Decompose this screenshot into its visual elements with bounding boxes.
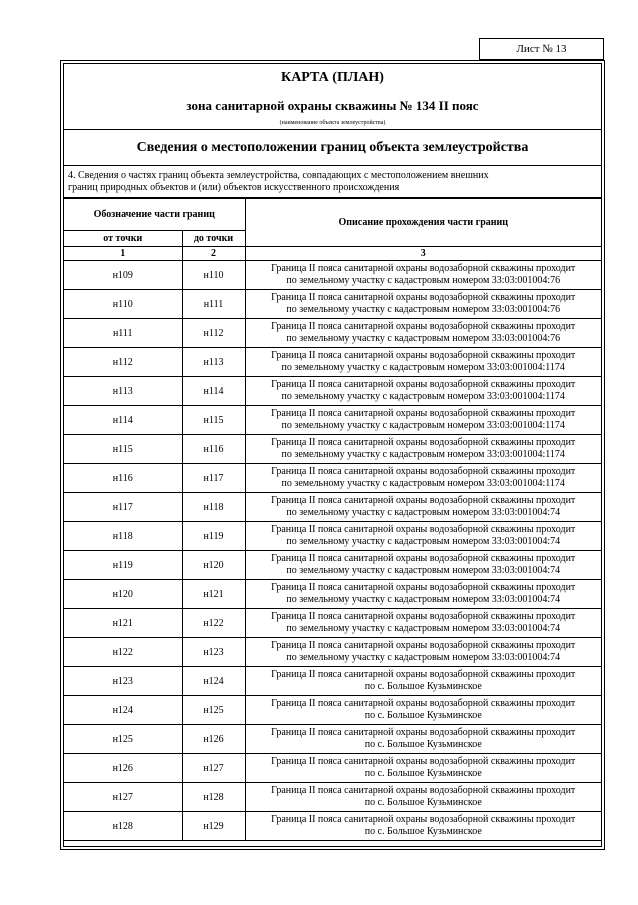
- boundary-table: [64, 198, 601, 841]
- to-point-cell: н118: [182, 493, 245, 522]
- from-point-cell: н126: [64, 754, 182, 783]
- table-row: [64, 667, 601, 696]
- description-line-2: по земельному участку с кадастровым номером 33:03:001004:74: [286, 652, 561, 663]
- description-line-2: по земельному участку с кадастровым номером 33:03:001004:76: [286, 304, 561, 315]
- table-row: [64, 609, 601, 638]
- description-line-2: по земельному участку с кадастровым номером 33:03:001004:76: [286, 275, 561, 286]
- description-cell: [245, 667, 601, 696]
- table-row: [64, 783, 601, 812]
- description-cell: [245, 638, 601, 667]
- description-cell: [245, 696, 601, 725]
- section-title: Сведения о местоположении границ объекта землеустройства: [64, 130, 601, 166]
- description-cell: [245, 493, 601, 522]
- description-cell: [245, 522, 601, 551]
- from-point-cell: н128: [64, 812, 182, 841]
- table-row: [64, 522, 601, 551]
- document-inner-frame: [63, 63, 602, 847]
- to-point-cell: н115: [182, 406, 245, 435]
- table-row: [64, 290, 601, 319]
- table-row: [64, 696, 601, 725]
- to-point-cell: н122: [182, 609, 245, 638]
- description-line-2: по земельному участку с кадастровым номером 33:03:001004:1174: [281, 420, 565, 431]
- description-line-2: по земельному участку с кадастровым номером 33:03:001004:74: [286, 536, 561, 547]
- table-row: [64, 377, 601, 406]
- description-cell: [245, 725, 601, 754]
- to-point-cell: н111: [182, 290, 245, 319]
- from-point-cell: н125: [64, 725, 182, 754]
- description-line-1: Граница II пояса санитарной охраны водозаборной скважины проходит: [271, 524, 576, 535]
- description-line-2: по с. Большое Кузьминское: [364, 739, 482, 750]
- to-point-cell: н110: [182, 261, 245, 290]
- table-row: [64, 725, 601, 754]
- description-line-1: Граница II пояса санитарной охраны водозаборной скважины проходит: [271, 727, 576, 738]
- table-row: [64, 348, 601, 377]
- description-line-1: Граница II пояса санитарной охраны водозаборной скважины проходит: [271, 379, 576, 390]
- table-row: [64, 638, 601, 667]
- description-line-2: по земельному участку с кадастровым номером 33:03:001004:1174: [281, 391, 565, 402]
- description-line-2: по земельному участку с кадастровым номером 33:03:001004:74: [286, 565, 561, 576]
- description-line-1: Граница II пояса санитарной охраны водозаборной скважины проходит: [271, 640, 576, 651]
- document-title: КАРТА (ПЛАН): [281, 70, 384, 85]
- col-number-2: 2: [182, 247, 245, 261]
- to-point-cell: н127: [182, 754, 245, 783]
- to-point-cell: н116: [182, 435, 245, 464]
- description-line-1: Граница II пояса санитарной охраны водозаборной скважины проходит: [271, 756, 576, 767]
- from-point-cell: н117: [64, 493, 182, 522]
- description-cell: [245, 290, 601, 319]
- note-line-1: 4. Сведения о частях границ объекта землеустройства, совпадающих с местоположением внешних: [68, 170, 489, 181]
- description-line-2: по земельному участку с кадастровым номером 33:03:001004:1174: [281, 449, 565, 460]
- description-line-2: по земельному участку с кадастровым номером 33:03:001004:1174: [281, 362, 565, 373]
- description-line-1: Граница II пояса санитарной охраны водозаборной скважины проходит: [271, 495, 576, 506]
- table-row: [64, 319, 601, 348]
- document-frame: [60, 60, 605, 850]
- description-line-2: по с. Большое Кузьминское: [364, 826, 482, 837]
- col-number-1: 1: [64, 247, 182, 261]
- from-point-cell: н123: [64, 667, 182, 696]
- description-cell: [245, 783, 601, 812]
- to-point-cell: н126: [182, 725, 245, 754]
- description-line-2: по с. Большое Кузьминское: [364, 710, 482, 721]
- table-row: [64, 580, 601, 609]
- to-point-cell: н117: [182, 464, 245, 493]
- table-row: [64, 551, 601, 580]
- description-line-1: Граница II пояса санитарной охраны водозаборной скважины проходит: [271, 553, 576, 564]
- header-group-cell: Обозначение части границ: [64, 199, 245, 231]
- description-cell: [245, 261, 601, 290]
- sheet-number-label: Лист № 13: [479, 38, 604, 60]
- to-point-cell: н125: [182, 696, 245, 725]
- table-row: [64, 754, 601, 783]
- to-point-cell: н128: [182, 783, 245, 812]
- from-point-cell: н114: [64, 406, 182, 435]
- description-cell: [245, 319, 601, 348]
- from-point-cell: н120: [64, 580, 182, 609]
- description-cell: [245, 406, 601, 435]
- description-line-1: Граница II пояса санитарной охраны водозаборной скважины проходит: [271, 321, 576, 332]
- description-line-1: Граница II пояса санитарной охраны водозаборной скважины проходит: [271, 466, 576, 477]
- to-point-cell: н113: [182, 348, 245, 377]
- description-line-2: по с. Большое Кузьминское: [364, 768, 482, 779]
- description-cell: [245, 754, 601, 783]
- description-line-1: Граница II пояса санитарной охраны водозаборной скважины проходит: [271, 292, 576, 303]
- description-cell: [245, 377, 601, 406]
- description-line-1: Граница II пояса санитарной охраны водозаборной скважины проходит: [271, 698, 576, 709]
- header-from-cell: от точки: [64, 231, 182, 247]
- table-row: [64, 261, 601, 290]
- table-row: [64, 812, 601, 841]
- description-line-2: по земельному участку с кадастровым номером 33:03:001004:1174: [281, 478, 565, 489]
- header-to-cell: до точки: [182, 231, 245, 247]
- to-point-cell: н121: [182, 580, 245, 609]
- from-point-cell: н118: [64, 522, 182, 551]
- col-number-3: 3: [245, 247, 601, 261]
- table-row: [64, 406, 601, 435]
- note-line-2: границ природных объектов и (или) объектов искусственного происхождения: [68, 182, 400, 193]
- description-line-1: Граница II пояса санитарной охраны водозаборной скважины проходит: [271, 263, 576, 274]
- document-subtitle: зона санитарной охраны скважины № 134 II пояс: [186, 98, 479, 113]
- description-line-2: по с. Большое Кузьминское: [364, 797, 482, 808]
- description-line-2: по земельному участку с кадастровым номером 33:03:001004:76: [286, 333, 561, 344]
- to-point-cell: н124: [182, 667, 245, 696]
- description-line-1: Граница II пояса санитарной охраны водозаборной скважины проходит: [271, 582, 576, 593]
- section-note: [64, 166, 601, 198]
- title-block: [64, 64, 601, 130]
- to-point-cell: н129: [182, 812, 245, 841]
- from-point-cell: н121: [64, 609, 182, 638]
- from-point-cell: н110: [64, 290, 182, 319]
- to-point-cell: н119: [182, 522, 245, 551]
- description-cell: [245, 580, 601, 609]
- from-point-cell: н119: [64, 551, 182, 580]
- description-line-1: Граница II пояса санитарной охраны водозаборной скважины проходит: [271, 408, 576, 419]
- from-point-cell: н112: [64, 348, 182, 377]
- description-cell: [245, 435, 601, 464]
- from-point-cell: н115: [64, 435, 182, 464]
- description-cell: [245, 609, 601, 638]
- description-cell: [245, 551, 601, 580]
- to-point-cell: н123: [182, 638, 245, 667]
- from-point-cell: н113: [64, 377, 182, 406]
- table-header-row: [64, 199, 601, 231]
- from-point-cell: н116: [64, 464, 182, 493]
- description-line-2: по земельному участку с кадастровым номером 33:03:001004:74: [286, 507, 561, 518]
- table-row: [64, 493, 601, 522]
- description-line-2: по земельному участку с кадастровым номером 33:03:001004:74: [286, 623, 561, 634]
- to-point-cell: н120: [182, 551, 245, 580]
- from-point-cell: н122: [64, 638, 182, 667]
- description-cell: [245, 464, 601, 493]
- subtitle-caption: (наименование объекта землеустройства): [279, 120, 386, 126]
- to-point-cell: н112: [182, 319, 245, 348]
- description-line-2: по с. Большое Кузьминское: [364, 681, 482, 692]
- description-line-1: Граница II пояса санитарной охраны водозаборной скважины проходит: [271, 350, 576, 361]
- description-line-1: Граница II пояса санитарной охраны водозаборной скважины проходит: [271, 669, 576, 680]
- from-point-cell: н109: [64, 261, 182, 290]
- from-point-cell: н127: [64, 783, 182, 812]
- description-line-2: по земельному участку с кадастровым номером 33:03:001004:74: [286, 594, 561, 605]
- description-cell: [245, 348, 601, 377]
- description-line-1: Граница II пояса санитарной охраны водозаборной скважины проходит: [271, 437, 576, 448]
- header-description-cell: Описание прохождения части границ: [245, 199, 601, 247]
- to-point-cell: н114: [182, 377, 245, 406]
- table-row: [64, 464, 601, 493]
- description-line-1: Граница II пояса санитарной охраны водозаборной скважины проходит: [271, 785, 576, 796]
- description-line-1: Граница II пояса санитарной охраны водозаборной скважины проходит: [271, 814, 576, 825]
- table-row: [64, 435, 601, 464]
- description-line-1: Граница II пояса санитарной охраны водозаборной скважины проходит: [271, 611, 576, 622]
- from-point-cell: н124: [64, 696, 182, 725]
- description-cell: [245, 812, 601, 841]
- from-point-cell: н111: [64, 319, 182, 348]
- table-column-number-row: [64, 247, 601, 261]
